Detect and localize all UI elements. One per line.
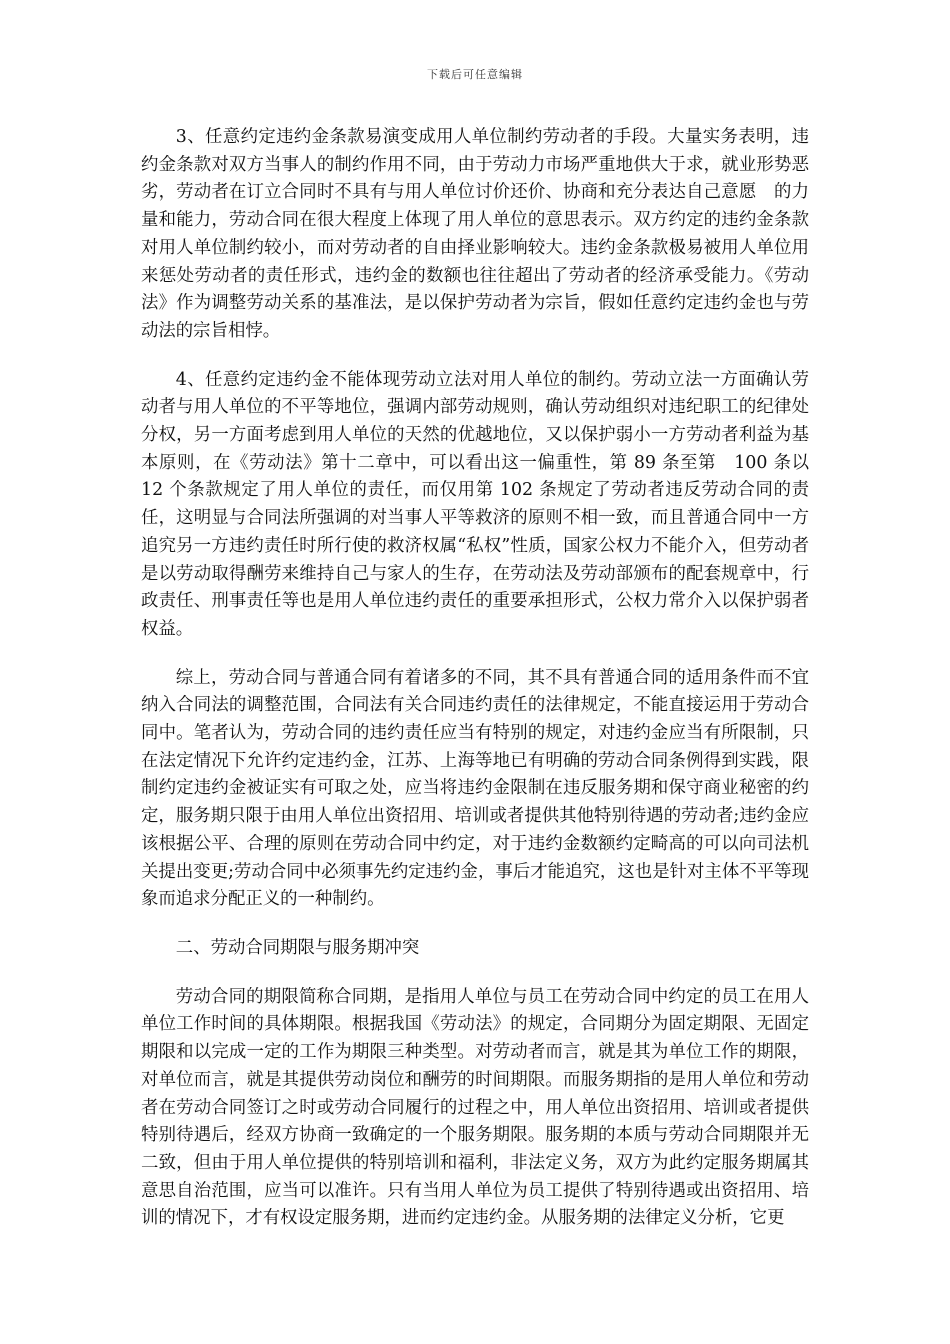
paragraph-summary: 综上，劳动合同与普通合同有着诸多的不同，其不具有普通合同的适用条件而不宜纳入合同法的调整范围，合同法有关合同违约责任的法律规定，不能直接运用于劳动合同中。笔者认为，劳动合同的违约责任应当有特别的规定，对违约金应当有所限制，只在法定情况下允许约定违约金，江苏、上海等地已有明确的劳动合同条例得到实践，限制约定违约金被证实有可取之处，应当将违约金限制在违反服务期和保守商业秘密的约定，服务期只限于由用人单位出资招用、培训或者提供其他特别待遇的劳动者;违约金应该根据公平、合理的原则在劳动合同中约定，对于违约金数额约定畸高的可以向司法机关提出变更;劳动合同中必须事先约定违约金，事后才能追究，这也是针对主体不平等现象而追求分配正义的一种制约。 bbox=[141, 667, 809, 910]
paragraph-item-4: 4、任意约定违约金不能体现劳动立法对用人单位的制约。劳动立法一方面确认劳动者与用人单位的不平等地位，强调内部劳动规则，确认劳动组织对违纪职工的纪律处分权，另一方面考虑到用人单位的天然的优越地位，又以保护弱小一方劳动者利益为基本原则，在《劳动法》第十二章中，可以看出这一偏重性，第 89 条至第 100 条以 12 个条款规定了用人单位的责任，而仅用第 102 条规定了劳动者违反劳动合同的责任，这明显与合同法所强调的对当事人平等救济的原则不相一致，而且普通合同中一方追究另一方违约责任时所行使的救济权属“私权”性质，国家公权力不能介入，但劳动者是以劳动取得酬劳来维持自己与家人的生存，在劳动法及劳动部颁布的配套规章中，行政责任、刑事责任等也是用人单位违约责任的重要承担形式，公权力常介入以保护弱者权益。 bbox=[141, 369, 809, 639]
paragraph-contract-term: 劳动合同的期限简称合同期，是指用人单位与员工在劳动合同中约定的员工在用人单位工作时间的具体期限。根据我国《劳动法》的规定，合同期分为固定期限、无固定期限和以完成一定的工作为期限三种类型。对劳动者而言，就是其为单位工作的期限，对单位而言，就是其提供劳动岗位和酬劳的时间期限。而服务期指的是用人单位和劳动者在劳动合同签订之时或劳动合同履行的过程之中，用人单位出资招用、培训或者提供特别待遇后，经双方协商一致确定的一个服务期限。服务期的本质与劳动合同期限并无二致，但由于用人单位提供的特别培训和福利，非法定义务，双方为此约定服务期属其意思自治范围，应当可以准许。只有当用人单位为员工提供了特别待遇或出资招用、培训的情况下，才有权设定服务期，进而约定违约金。从服务期的法律定义分析，它更 bbox=[141, 986, 809, 1229]
paragraph-item-3: 3、任意约定违约金条款易演变成用人单位制约劳动者的手段。大量实务表明，违约金条款对双方当事人的制约作用不同，由于劳动力市场严重地供大于求，就业形势恶劣，劳动者在订立合同时不具有与用人单位讨价还价、协商和充分表达自己意愿 的力量和能力，劳动合同在很大程度上体现了用人单位的意思表示。双方约定的违约金条款对用人单位制约较小，而对劳动者的自由择业影响较大。违约金条款极易被用人单位用来惩处劳动者的责任形式，违约金的数额也往往超出了劳动者的经济承受能力。《劳动法》作为调整劳动关系的基准法，是以保护劳动者为宗旨，假如任意约定违约金也与劳动法的宗旨相悖。 bbox=[141, 127, 809, 341]
section-heading: 二、劳动合同期限与服务期冲突 bbox=[175, 937, 420, 958]
document-body bbox=[141, 124, 809, 1254]
page-header: 下载后可任意编辑 bbox=[427, 68, 523, 81]
